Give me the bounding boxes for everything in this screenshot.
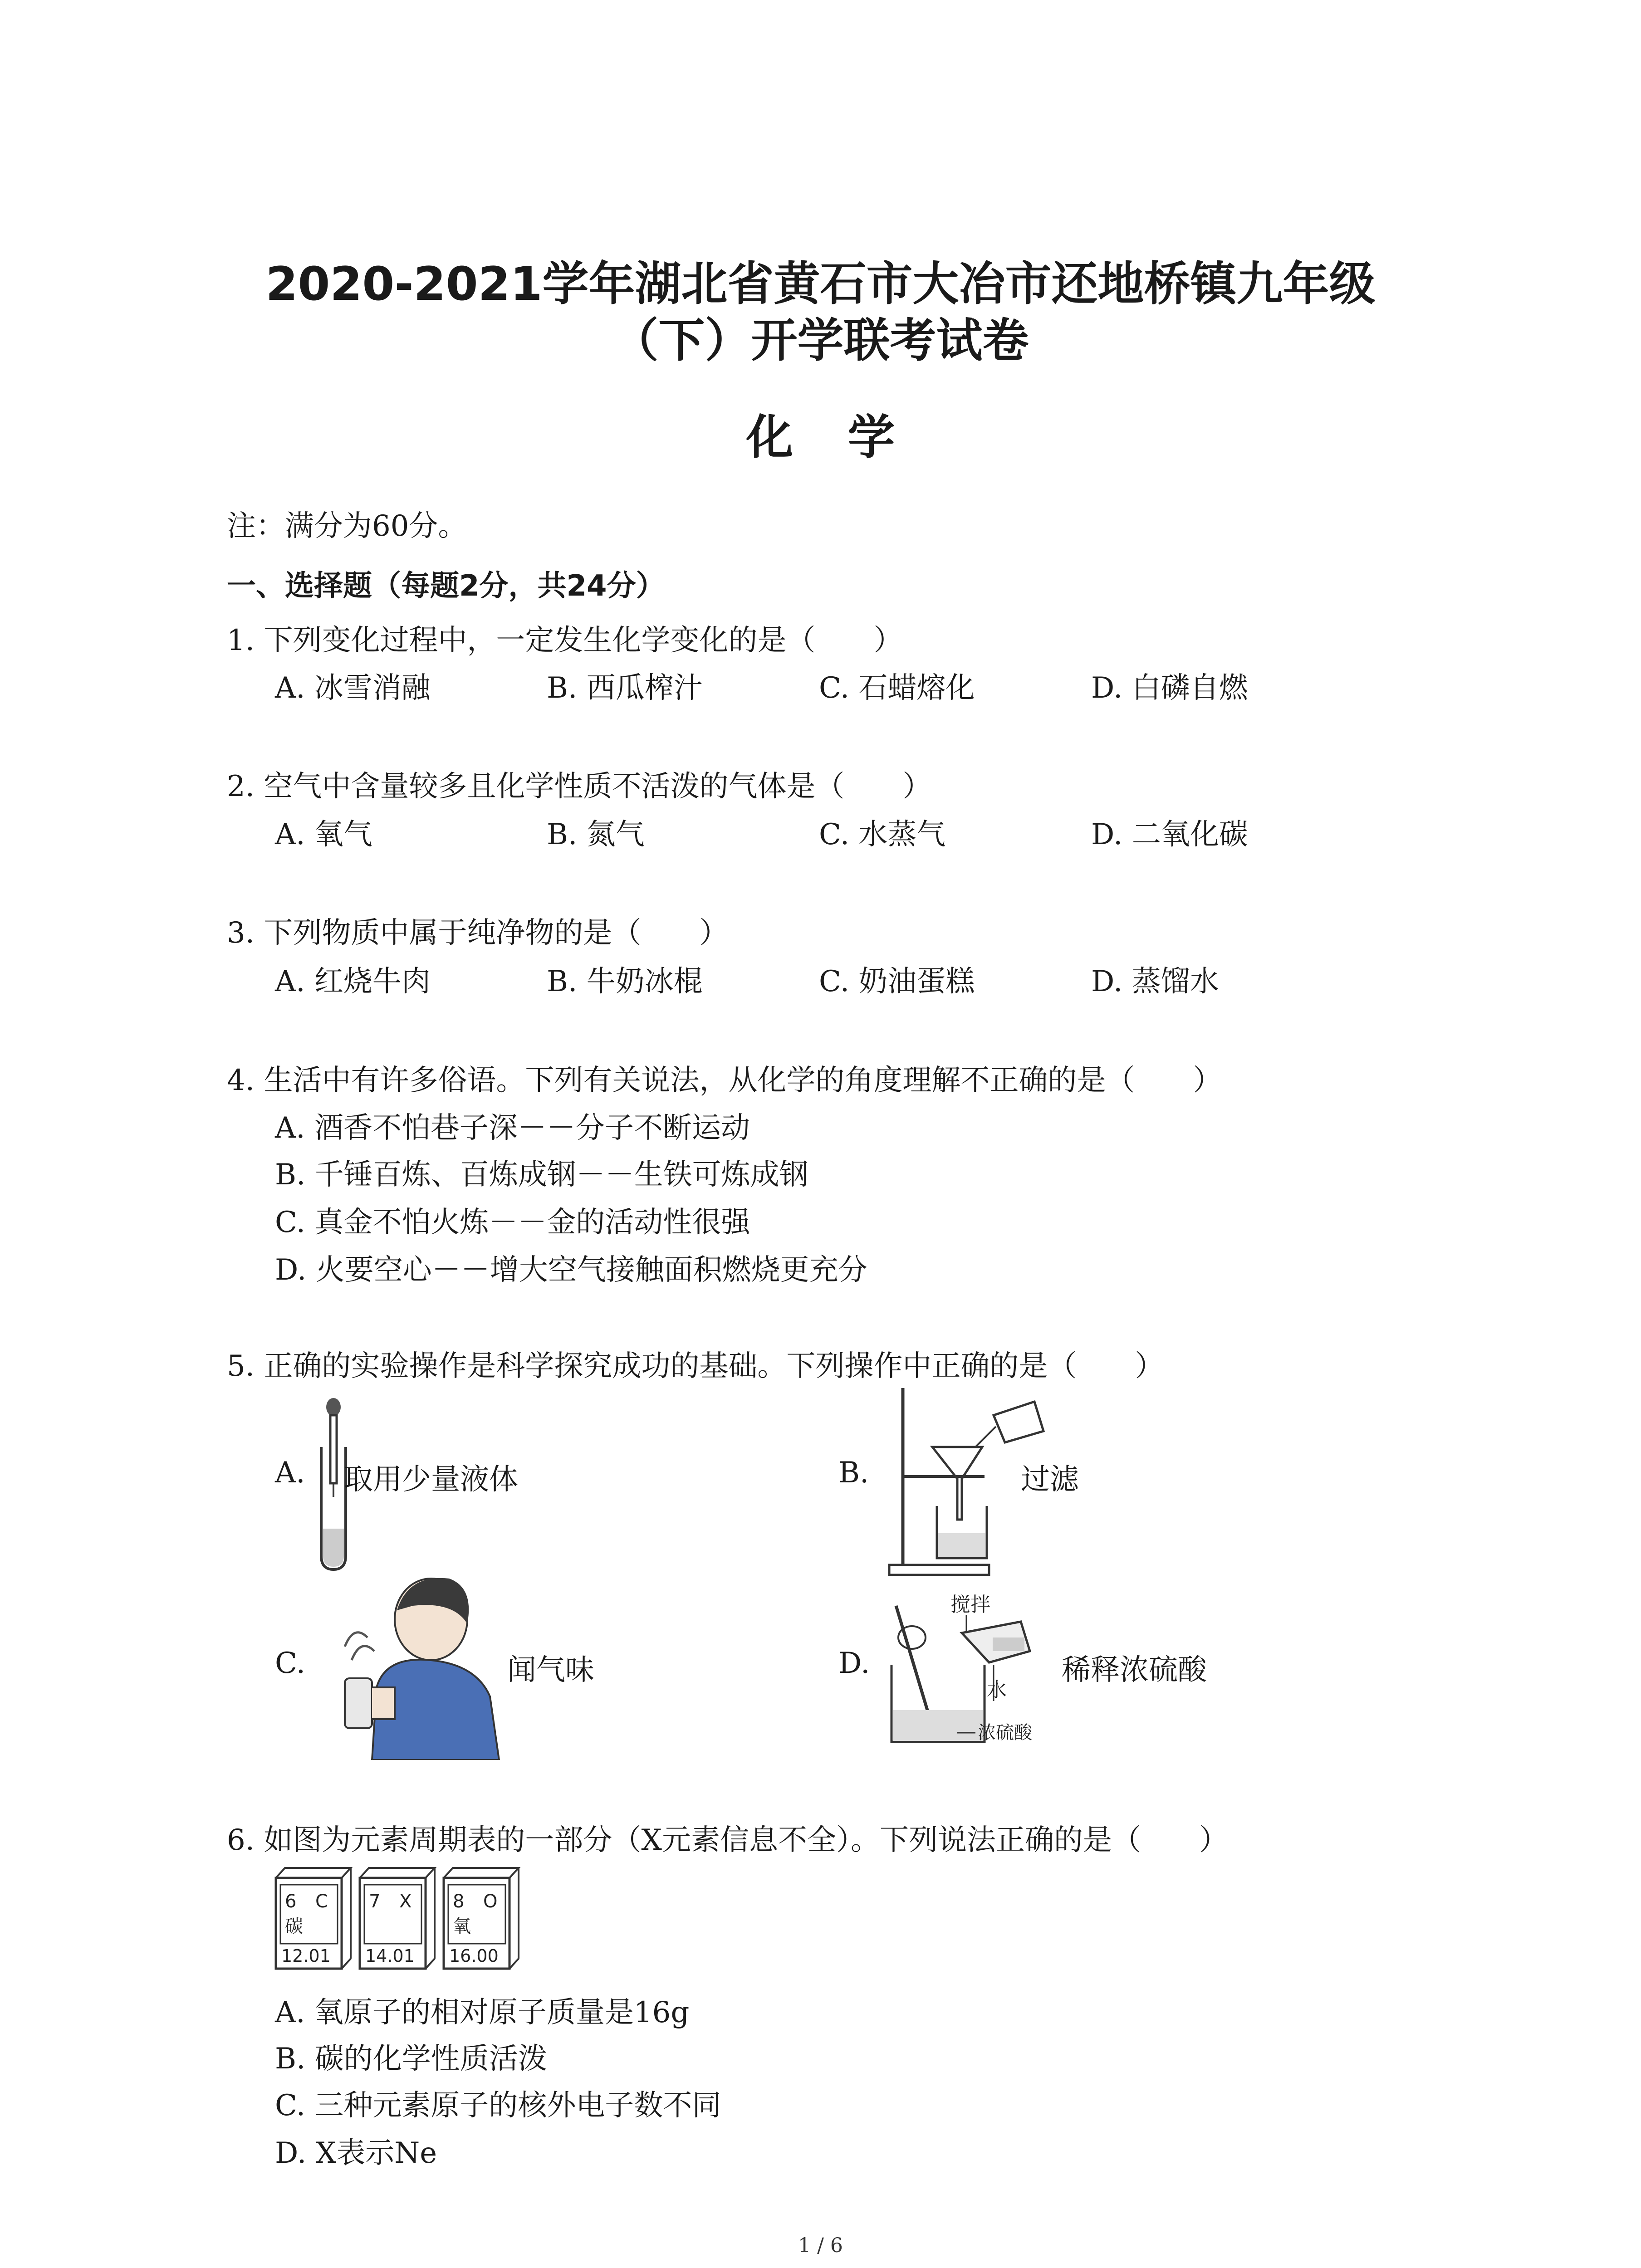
svg-text:16.00: 16.00 xyxy=(449,1946,499,1966)
question-3-stem: 3. 下列物质中属于纯净物的是（ ） xyxy=(227,916,729,950)
q4-option-a: A. 酒香不怕巷子深－－分子不断运动 xyxy=(275,1111,750,1145)
svg-text:氧: 氧 xyxy=(453,1916,471,1937)
q2-option-c: C. 水蒸气 xyxy=(819,818,946,851)
water-label: 水 xyxy=(987,1678,1007,1701)
q3-option-d: D. 蒸馏水 xyxy=(1091,965,1219,998)
element-cell-carbon xyxy=(276,1868,351,1969)
svg-text:O: O xyxy=(483,1891,498,1912)
q1-option-b: B. 西瓜榨汁 xyxy=(547,671,703,705)
svg-text:X: X xyxy=(399,1891,412,1912)
score-note: 注：满分为60分。 xyxy=(227,509,467,543)
question-5-stem: 5. 正确的实验操作是科学探究成功的基础。下列操作中正确的是（ ） xyxy=(227,1349,1164,1383)
q3-option-b: B. 牛奶冰棍 xyxy=(547,965,703,998)
svg-text:6: 6 xyxy=(285,1891,297,1912)
svg-text:14.01: 14.01 xyxy=(365,1946,415,1966)
q6-option-d: D. X表示Ne xyxy=(275,2136,437,2170)
q1-option-c: C. 石蜡熔化 xyxy=(819,671,975,705)
q5-option-d-letter: D. xyxy=(838,1647,870,1680)
q6-option-c: C. 三种元素原子的核外电子数不同 xyxy=(275,2089,721,2122)
section-heading: 一、选择题（每题2分，共24分） xyxy=(227,569,665,603)
element-cell-x xyxy=(360,1868,435,1969)
q6-option-a: A. 氧原子的相对原子质量是16g xyxy=(275,1996,690,2029)
svg-text:12.01: 12.01 xyxy=(281,1946,331,1966)
q2-option-a: A. 氧气 xyxy=(275,818,372,851)
smelling-person-figure xyxy=(318,1569,508,1760)
periodic-table-fragment xyxy=(272,1864,531,1978)
question-2-stem: 2. 空气中含量较多且化学性质不活泼的气体是（ ） xyxy=(227,770,932,803)
q5-option-c-text: 闻气味 xyxy=(507,1653,594,1687)
q5-option-c-letter: C. xyxy=(275,1647,306,1680)
question-1-stem: 1. 下列变化过程中，一定发生化学变化的是（ ） xyxy=(227,624,903,657)
q5-option-a-text: 取用少量液体 xyxy=(344,1463,518,1496)
svg-text:7: 7 xyxy=(369,1891,381,1912)
element-cell-oxygen xyxy=(444,1868,519,1969)
q5-option-d-text: 稀释浓硫酸 xyxy=(1062,1653,1207,1687)
q6-option-b: B. 碳的化学性质活泼 xyxy=(275,2042,547,2076)
q2-option-b: B. 氮气 xyxy=(547,818,645,851)
q3-option-a: A. 红烧牛肉 xyxy=(275,965,431,998)
q3-option-c: C. 奶油蛋糕 xyxy=(819,965,975,998)
page-title-line2: （下）开学联考试卷 xyxy=(612,314,1029,368)
subject-title: 化学 xyxy=(746,410,950,465)
q5-option-a-letter: A. xyxy=(275,1456,305,1490)
stir-label: 搅拌 xyxy=(950,1593,990,1616)
svg-text:C: C xyxy=(315,1891,328,1912)
svg-text:8: 8 xyxy=(453,1891,465,1912)
q4-option-b: B. 千锤百炼、百炼成钢－－生铁可炼成钢 xyxy=(275,1158,808,1192)
q4-option-c: C. 真金不怕火炼－－金的活动性很强 xyxy=(275,1206,750,1239)
acid-label: 浓硫酸 xyxy=(978,1722,1032,1743)
question-6-stem: 6. 如图为元素周期表的一部分（X元素信息不全）。下列说法正确的是（ ） xyxy=(227,1823,1228,1857)
q1-option-a: A. 冰雪消融 xyxy=(275,671,431,705)
q2-option-d: D. 二氧化碳 xyxy=(1091,818,1248,851)
page-title-line1: 2020-2021学年湖北省黄石市大冶市还地桥镇九年级 xyxy=(265,257,1376,311)
dilution-figure xyxy=(885,1588,1075,1755)
question-4-stem: 4. 生活中有许多俗语。下列有关说法，从化学的角度理解不正确的是（ ） xyxy=(227,1064,1222,1097)
q5-option-b-letter: B. xyxy=(838,1456,869,1490)
svg-text:碳: 碳 xyxy=(285,1916,303,1937)
page-number: 1 / 6 xyxy=(798,2234,843,2257)
q5-option-b-text: 过滤 xyxy=(1021,1463,1079,1496)
q1-option-d: D. 白磷自燃 xyxy=(1091,671,1248,705)
q4-option-d: D. 火要空心－－增大空气接触面积燃烧更充分 xyxy=(275,1253,867,1287)
